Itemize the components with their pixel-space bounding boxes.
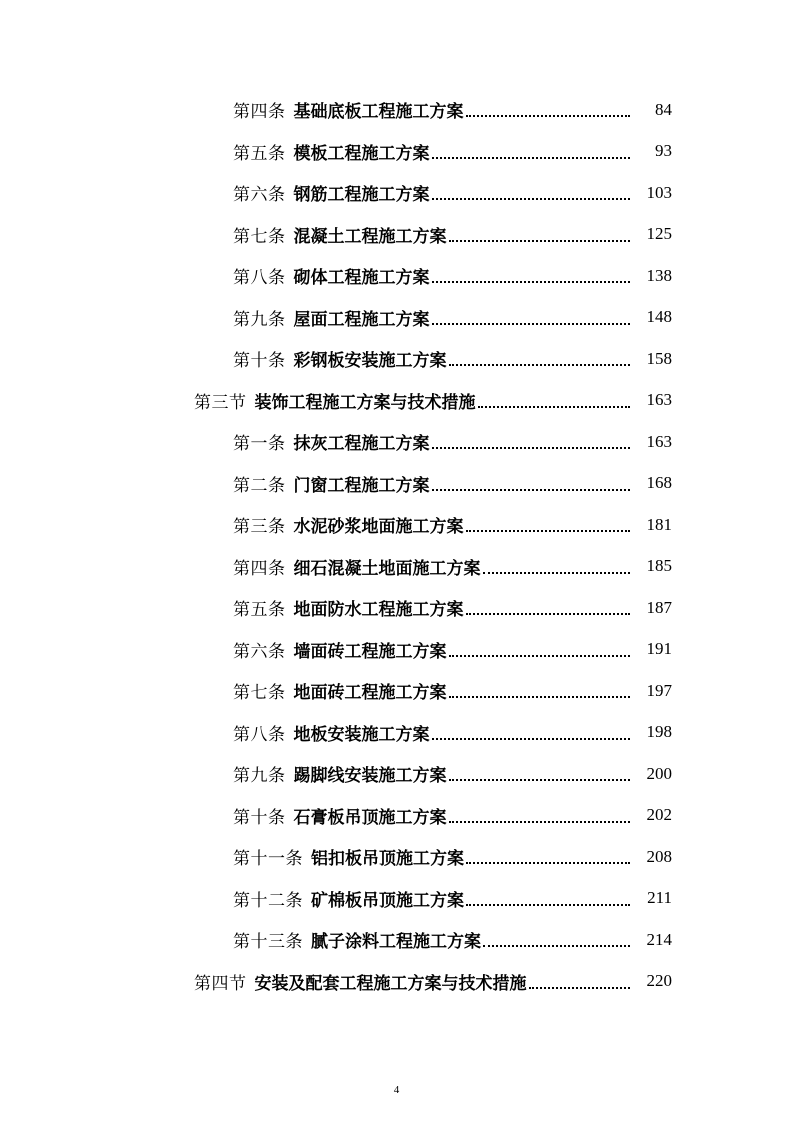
toc-entry-number: 第三条 xyxy=(233,517,286,538)
toc-entry-label xyxy=(233,678,447,703)
toc-entry-page: 202 xyxy=(646,805,672,825)
toc-entry[interactable] xyxy=(0,546,793,588)
dot-leader xyxy=(529,986,631,989)
dot-leader xyxy=(432,322,631,325)
toc-entry-line xyxy=(233,720,672,745)
toc-entry-line xyxy=(233,512,672,537)
toc-entry-line xyxy=(233,595,672,620)
toc-entry-label xyxy=(233,346,447,371)
toc-entry-number: 第四节 xyxy=(194,973,247,994)
toc-entry-number: 第六条 xyxy=(233,185,286,206)
toc-entry-number: 第五条 xyxy=(233,143,286,164)
toc-entry[interactable] xyxy=(0,629,793,671)
toc-entry-page: 125 xyxy=(646,224,672,244)
toc-entry-title: 石膏板吊顶施工方案 xyxy=(293,807,447,828)
toc-entry-label xyxy=(233,927,481,952)
toc-entry-number: 第十条 xyxy=(233,351,286,372)
toc-entry-label xyxy=(233,180,430,205)
toc-entry-number: 第六条 xyxy=(233,641,286,662)
toc-entry[interactable] xyxy=(0,836,793,878)
dot-leader xyxy=(483,944,630,947)
toc-entry-page: 163 xyxy=(646,390,672,410)
toc-entry[interactable] xyxy=(0,919,793,961)
dot-leader xyxy=(483,571,631,574)
toc-entry-title: 地面砖工程施工方案 xyxy=(293,683,447,704)
toc-entry[interactable] xyxy=(0,753,793,795)
toc-entry-title: 混凝土工程施工方案 xyxy=(293,226,447,247)
toc-entry-number: 第八条 xyxy=(233,724,286,745)
toc-entry-label xyxy=(233,429,430,454)
toc-entry-number: 第二条 xyxy=(233,475,286,496)
toc-entry-number: 第三节 xyxy=(194,392,247,413)
toc-entry-title: 地面防水工程施工方案 xyxy=(293,600,464,621)
toc-entry-line xyxy=(233,761,672,786)
dot-leader xyxy=(432,446,631,449)
toc-entry-line xyxy=(233,263,672,288)
toc-entry-number: 第九条 xyxy=(233,309,286,330)
toc-entry-number: 第八条 xyxy=(233,268,286,289)
toc-entry-title: 模板工程施工方案 xyxy=(293,143,430,164)
toc-entry[interactable] xyxy=(0,878,793,920)
toc-entry-title: 装饰工程施工方案与技术措施 xyxy=(254,392,476,413)
toc-entry-number: 第十三条 xyxy=(233,932,303,953)
toc-entry-label xyxy=(233,471,430,496)
toc-entry-page: 211 xyxy=(647,888,672,908)
toc-entry-label xyxy=(233,554,481,579)
toc-entry-line xyxy=(233,429,672,454)
toc-entry-page: 148 xyxy=(646,307,672,327)
toc-entry-label xyxy=(233,97,464,122)
toc-entry-line xyxy=(233,678,672,703)
toc-entry-title: 门窗工程施工方案 xyxy=(293,475,430,496)
toc-entry-title: 地板安装施工方案 xyxy=(293,724,430,745)
toc-entry-label xyxy=(233,803,447,828)
toc-entry[interactable] xyxy=(0,172,793,214)
toc-entry-title: 矿棉板吊顶施工方案 xyxy=(311,890,464,911)
toc-entry[interactable] xyxy=(0,463,793,505)
toc-entry-line xyxy=(233,346,672,371)
toc-entry-label xyxy=(233,761,447,786)
toc-entry-page: 200 xyxy=(646,763,672,783)
toc-entry-title: 铝扣板吊顶施工方案 xyxy=(311,849,464,870)
toc-entry-page: 158 xyxy=(646,348,672,368)
dot-leader xyxy=(449,363,631,366)
toc-entry[interactable] xyxy=(0,587,793,629)
toc-entry-number: 第十一条 xyxy=(233,849,303,870)
toc-entry-page: 185 xyxy=(646,556,672,576)
toc-entry-label xyxy=(233,637,447,662)
toc-entry-title: 屋面工程施工方案 xyxy=(293,309,430,330)
toc-entry-page: 198 xyxy=(646,722,672,742)
toc-entry-page: 168 xyxy=(646,473,672,493)
toc-entry[interactable] xyxy=(0,89,793,131)
toc-entry-page: 93 xyxy=(655,141,672,161)
toc-entry-title: 安装及配套工程施工方案与技术措施 xyxy=(254,973,527,994)
dot-leader xyxy=(432,280,631,283)
dot-leader xyxy=(466,529,631,532)
toc-entry[interactable] xyxy=(0,712,793,754)
toc-entry-line xyxy=(233,554,672,579)
toc-entry-label xyxy=(233,222,447,247)
toc-entry-number: 第四条 xyxy=(233,558,286,579)
toc-entry-label xyxy=(194,969,527,994)
dot-leader xyxy=(449,239,631,242)
toc-section-entry[interactable] xyxy=(0,380,793,422)
toc-entry-label xyxy=(233,305,430,330)
toc-entry-number: 第七条 xyxy=(233,683,286,704)
toc-entry-number: 第七条 xyxy=(233,226,286,247)
dot-leader xyxy=(478,405,631,408)
toc-entry-title: 水泥砂浆地面施工方案 xyxy=(293,517,464,538)
toc-entry-title: 砌体工程施工方案 xyxy=(293,268,430,289)
toc-entry-page: 84 xyxy=(655,99,672,119)
toc-entry-label xyxy=(233,139,430,164)
toc-entry-label xyxy=(233,720,430,745)
toc-entry-title: 细石混凝土地面施工方案 xyxy=(293,558,481,579)
toc-entry-line xyxy=(233,803,672,828)
toc-entry-title: 抹灰工程施工方案 xyxy=(293,434,430,455)
toc-entry-label xyxy=(194,388,476,413)
toc-entry-label xyxy=(233,595,464,620)
toc-entry-title: 腻子涂料工程施工方案 xyxy=(311,932,481,953)
toc-entry-line xyxy=(233,927,672,952)
dot-leader xyxy=(449,820,631,823)
toc-entry-line xyxy=(194,388,672,413)
dot-leader xyxy=(466,861,630,864)
toc-entry-line xyxy=(194,969,672,994)
toc-entry[interactable] xyxy=(0,421,793,463)
toc-entry-number: 第九条 xyxy=(233,766,286,787)
toc-entry[interactable] xyxy=(0,297,793,339)
toc-entry-page: 220 xyxy=(646,971,672,991)
toc-entry-title: 基础底板工程施工方案 xyxy=(293,102,464,123)
toc-section-entry[interactable] xyxy=(0,961,793,1003)
dot-leader xyxy=(449,695,631,698)
toc-entry-page: 191 xyxy=(646,639,672,659)
toc-entry-line xyxy=(233,139,672,164)
toc-entry-page: 214 xyxy=(646,929,672,949)
toc-entry-page: 187 xyxy=(646,597,672,617)
toc-entry-number: 第五条 xyxy=(233,600,286,621)
toc-entry-label xyxy=(233,512,464,537)
dot-leader xyxy=(466,903,630,906)
toc-entry-number: 第十二条 xyxy=(233,890,303,911)
toc-entry[interactable] xyxy=(0,504,793,546)
dot-leader xyxy=(432,488,631,491)
toc-entry-page: 103 xyxy=(646,182,672,202)
toc-entry-page: 163 xyxy=(646,431,672,451)
toc-entry-label xyxy=(233,886,464,911)
toc-entry[interactable] xyxy=(0,214,793,256)
toc-entry-line xyxy=(233,886,672,911)
toc-entry-number: 第四条 xyxy=(233,102,286,123)
toc-entry-label xyxy=(233,844,464,869)
toc-entry-line xyxy=(233,637,672,662)
toc-entry-line xyxy=(233,97,672,122)
dot-leader xyxy=(432,737,631,740)
toc-entry-title: 钢筋工程施工方案 xyxy=(293,185,430,206)
dot-leader xyxy=(466,114,631,117)
toc-entry-line xyxy=(233,180,672,205)
toc-entry-label xyxy=(233,263,430,288)
toc-entry-page: 138 xyxy=(646,265,672,285)
toc-entry-line xyxy=(233,305,672,330)
toc-entry-page: 197 xyxy=(646,680,672,700)
table-of-contents xyxy=(0,89,793,1002)
toc-entry-title: 墙面砖工程施工方案 xyxy=(293,641,447,662)
toc-entry-number: 第一条 xyxy=(233,434,286,455)
toc-entry-line xyxy=(233,471,672,496)
toc-entry-line xyxy=(233,222,672,247)
toc-entry-title: 彩钢板安装施工方案 xyxy=(293,351,447,372)
toc-entry[interactable] xyxy=(0,131,793,173)
dot-leader xyxy=(449,654,631,657)
toc-entry-line xyxy=(233,844,672,869)
toc-entry-page: 181 xyxy=(646,514,672,534)
dot-leader xyxy=(449,778,631,781)
toc-entry-number: 第十条 xyxy=(233,807,286,828)
toc-entry[interactable] xyxy=(0,338,793,380)
toc-entry-title: 踢脚线安装施工方案 xyxy=(293,766,447,787)
dot-leader xyxy=(466,612,631,615)
toc-entry[interactable] xyxy=(0,255,793,297)
toc-entry[interactable] xyxy=(0,795,793,837)
dot-leader xyxy=(432,197,631,200)
toc-entry[interactable] xyxy=(0,670,793,712)
dot-leader xyxy=(432,156,631,159)
toc-entry-page: 208 xyxy=(646,846,672,866)
page-number: 4 xyxy=(393,1084,400,1096)
